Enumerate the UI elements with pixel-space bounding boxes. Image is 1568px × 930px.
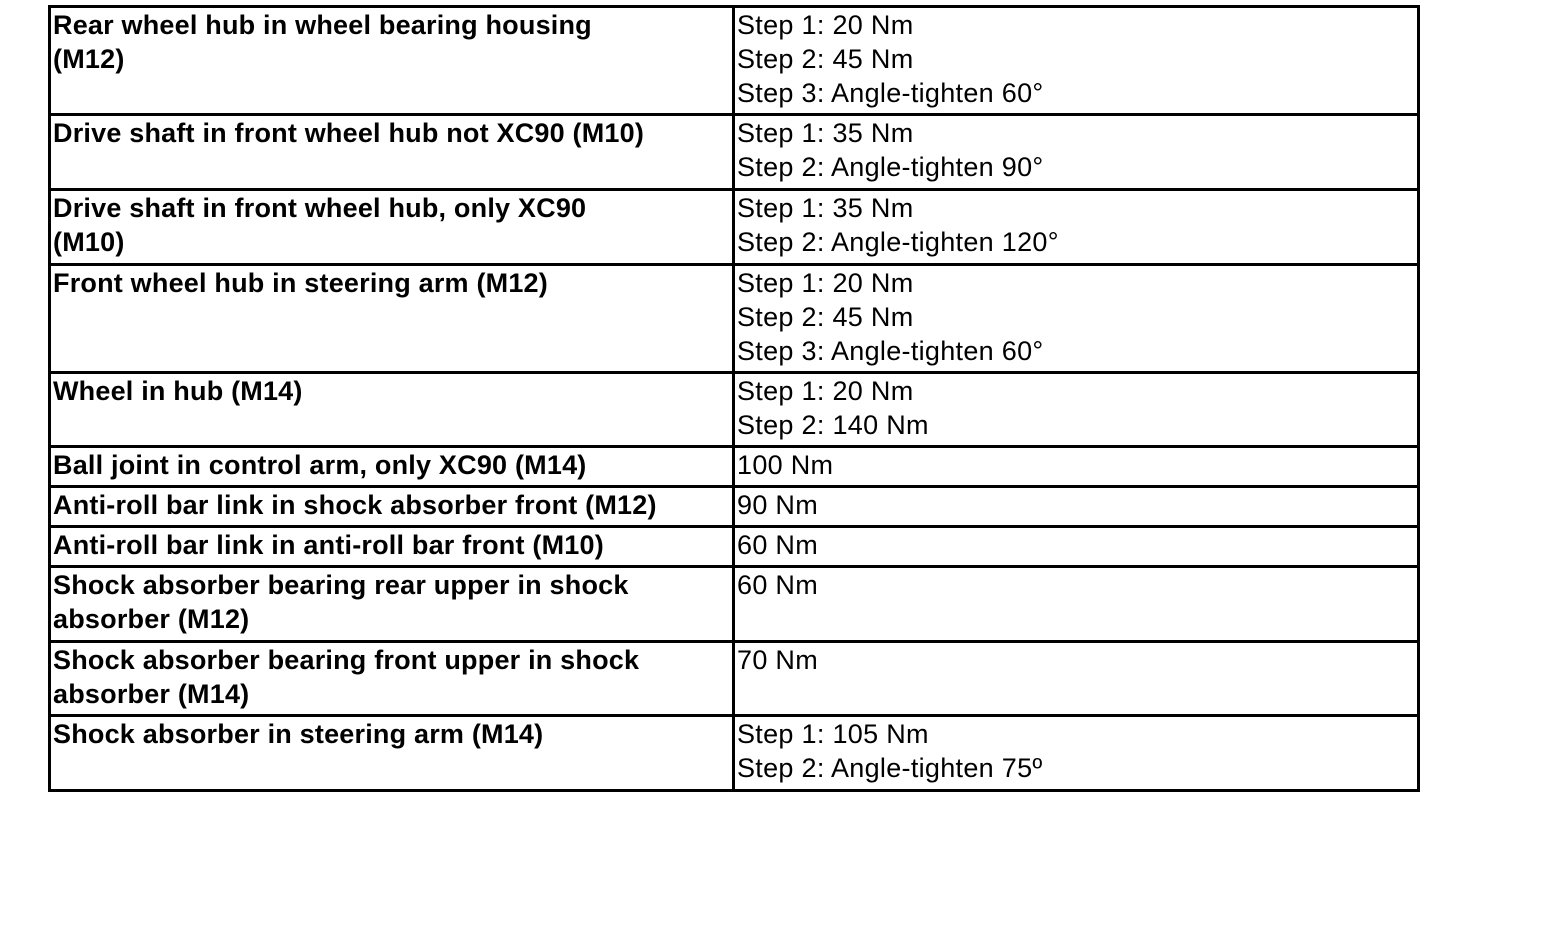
component-cell: Front wheel hub in steering arm (M12)	[50, 265, 734, 373]
component-cell: Drive shaft in front wheel hub not XC90 (M10)	[50, 115, 734, 190]
table-row	[50, 7, 1419, 115]
torque-cell: Step 1: 20 Nm Step 2: 45 Nm Step 3: Angle-tighten 60°	[734, 7, 1419, 115]
component-cell: Shock absorber bearing front upper in shock absorber (M14)	[50, 642, 734, 716]
component-cell: Rear wheel hub in wheel bearing housing (M12)	[50, 7, 734, 115]
torque-cell: 90 Nm	[734, 487, 1419, 527]
table-row	[50, 265, 1419, 373]
table-row	[50, 190, 1419, 265]
torque-cell: Step 1: 35 Nm Step 2: Angle-tighten 120°	[734, 190, 1419, 265]
component-cell: Ball joint in control arm, only XC90 (M14)	[50, 447, 734, 487]
table-row	[50, 716, 1419, 791]
table-row	[50, 447, 1419, 487]
torque-cell: Step 1: 20 Nm Step 2: 140 Nm	[734, 373, 1419, 447]
torque-cell: Step 1: 105 Nm Step 2: Angle-tighten 75º	[734, 716, 1419, 791]
component-cell: Shock absorber in steering arm (M14)	[50, 716, 734, 791]
torque-cell: 60 Nm	[734, 527, 1419, 567]
component-cell: Shock absorber bearing rear upper in shock absorber (M12)	[50, 567, 734, 642]
component-cell: Anti-roll bar link in shock absorber front (M12)	[50, 487, 734, 527]
torque-cell: 60 Nm	[734, 567, 1419, 642]
component-cell: Drive shaft in front wheel hub, only XC90 (M10)	[50, 190, 734, 265]
component-cell: Anti-roll bar link in anti-roll bar front (M10)	[50, 527, 734, 567]
table-row	[50, 642, 1419, 716]
torque-cell: 100 Nm	[734, 447, 1419, 487]
torque-cell: 70 Nm	[734, 642, 1419, 716]
table-row	[50, 115, 1419, 190]
table-row	[50, 567, 1419, 642]
component-cell: Wheel in hub (M14)	[50, 373, 734, 447]
table-row	[50, 373, 1419, 447]
table-row	[50, 527, 1419, 567]
torque-specification-table	[48, 5, 1420, 792]
torque-cell: Step 1: 35 Nm Step 2: Angle-tighten 90°	[734, 115, 1419, 190]
table-row	[50, 487, 1419, 527]
torque-cell: Step 1: 20 Nm Step 2: 45 Nm Step 3: Angle-tighten 60°	[734, 265, 1419, 373]
